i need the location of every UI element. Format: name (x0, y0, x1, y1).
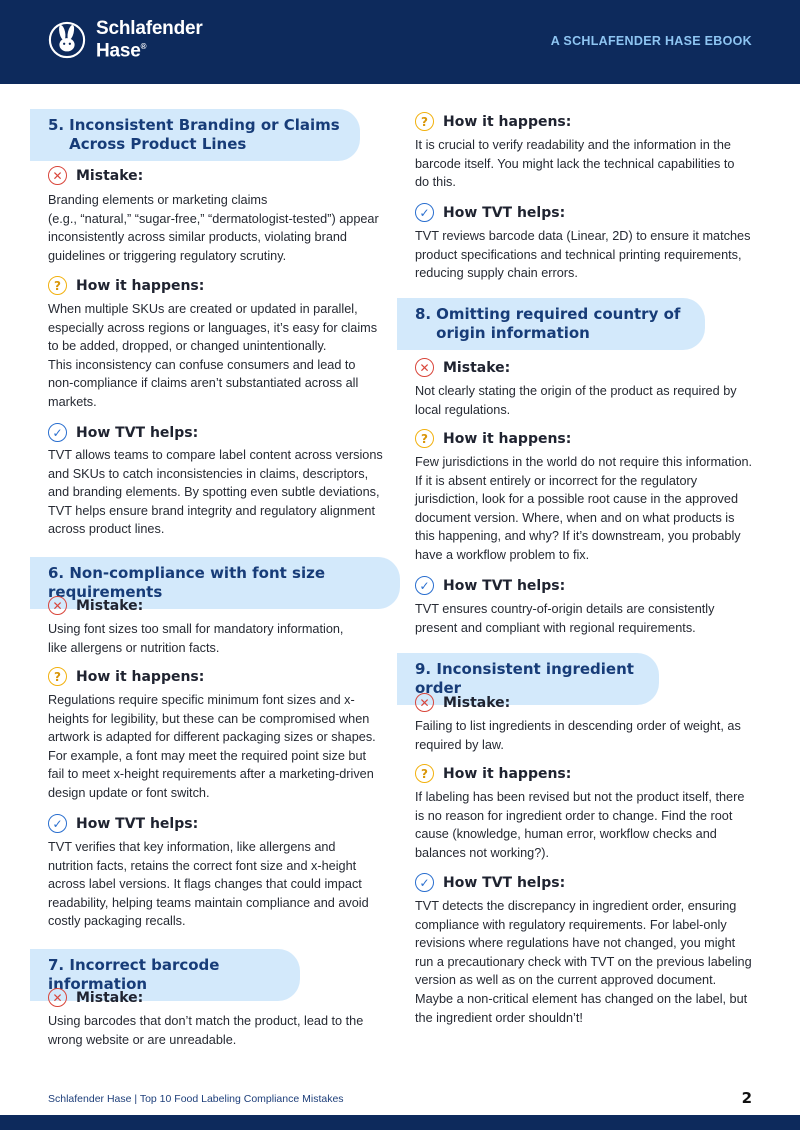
section-6-how-text: Regulations require specific minimum font sizes and x-heights for legibility, but these can be compromised when artwork is adapted for different packaging sizes or shapes. For example, a font may meet the required point size but fail to meet x-height requirements after a marketing-driven design update or font switch. (48, 693, 376, 800)
section-8-how-text: Few jurisdictions in the world do not require this information. If it is absent entirely or incorrect for the regulatory jurisdiction, look for a possible root cause in the approved document version. Where, when and on what products is this happening, and why? If it’s downstream, you probably have a workflow problem to fix. (415, 455, 753, 562)
x-circle-icon: ✕ (48, 596, 67, 615)
tvt-label: How TVT helps: (76, 815, 199, 832)
section-6-how-heading (48, 667, 204, 686)
section-6-tvt-heading (48, 814, 198, 833)
section-7-how-text: It is crucial to verify readability and the information in the barcode itself. You might lack the technical capabilities to do this. (415, 138, 735, 190)
how-label: How it happens: (443, 430, 572, 447)
section-8-tvt-text: TVT ensures country-of-origin details are consistently present and compliant with regional requirements. (415, 602, 715, 635)
question-circle-icon: ? (415, 429, 434, 448)
section-9-mistake-text: Failing to list ingredients in descending order of weight, as required by law. (415, 719, 741, 752)
how-label: How it happens: (76, 668, 205, 685)
section-8-title: Omitting required country of origin information (436, 305, 681, 342)
rabbit-logo-icon (48, 21, 86, 59)
section-7-number: 7. (48, 956, 65, 974)
section-9-how-text: If labeling has been revised but not the product itself, there is no reason for ingredient order to change. Find the root cause (knowledge, human error, workflow checks and balances not working?). (415, 790, 745, 860)
section-9-tvt-text: TVT detects the discrepancy in ingredient order, ensuring compliance with regulatory requirements. For label-only revisions where regulations have not changed, you might run a precautionary check with TVT on the previous labeling version as well as on the current approved document. Maybe a non-critical element has changed on the label, but the ingredient order shouldn’t! (415, 899, 752, 1025)
section-6-mistake-heading (48, 596, 143, 615)
section-9-title: Inconsistent ingredient order (415, 660, 634, 697)
section-6-tvt-text: TVT verifies that key information, like allergens and nutrition facts, retains the correct font size and x-height across label versions. It flags changes that could impact readability, helping teams maintain compliance and avoid costly packaging recalls. (48, 840, 369, 929)
mistake-label: Mistake: (76, 597, 144, 614)
section-8-tvt-heading (415, 576, 565, 595)
question-circle-icon: ? (415, 764, 434, 783)
section-9-mistake-heading (415, 693, 510, 712)
brand-line-1: Schlafender (96, 18, 203, 39)
section-8-number: 8. (415, 305, 432, 323)
how-label: How it happens: (443, 113, 572, 130)
section-5-mistake-text: Branding elements or marketing claims (e.g., “natural,” “sugar-free,” “dermatologist-tested”) appear inconsistently across similar products, violating brand guidelines or triggering regulatory scrutiny. (48, 193, 379, 263)
section-5-tvt-text: TVT allows teams to compare label content across versions and SKUs to catch inconsistencies in claims, descriptors, and branding elements. By spotting even subtle deviations, TVT helps ensure brand integrity and regulatory alignment across product lines. (48, 448, 383, 537)
footer-bar (0, 1115, 800, 1130)
question-circle-icon: ? (48, 667, 67, 686)
check-circle-icon: ✓ (415, 576, 434, 595)
section-5-how-heading (48, 276, 204, 295)
brand-logo[interactable] (48, 20, 203, 60)
section-6-number: 6. (48, 564, 65, 582)
mistake-label: Mistake: (443, 694, 511, 711)
section-8-mistake-text: Not clearly stating the origin of the product as required by local regulations. (415, 384, 737, 417)
section-9-how-heading (415, 764, 571, 783)
section-8-how-heading (415, 429, 571, 448)
section-8-heading (397, 298, 705, 350)
brand-line-2: Hase (96, 40, 141, 62)
section-6-title: Non-compliance with font size requirements (48, 564, 326, 601)
footer-text: Schlafender Hase | Top 10 Food Labeling Compliance Mistakes (48, 1093, 344, 1105)
section-9-tvt-heading (415, 873, 565, 892)
tvt-label: How TVT helps: (76, 424, 199, 441)
section-5-how-text: When multiple SKUs are created or updated in parallel, especially across regions or languages, it’s easy for claims to be added, dropped, or changed unintentionally. This inconsistency can confuse consumers and lead to non-compliance if claims aren’t substantiated across all markets. (48, 302, 378, 409)
mistake-label: Mistake: (76, 989, 144, 1006)
section-7-tvt-text: TVT reviews barcode data (Linear, 2D) to ensure it matches product specifications and technical printing requirements, reducing supply chain errors. (415, 229, 751, 281)
question-circle-icon: ? (415, 112, 434, 131)
section-7-mistake-text: Using barcodes that don’t match the product, lead to the wrong website or are unreadable. (48, 1014, 364, 1047)
section-7-how-heading (415, 112, 571, 131)
check-circle-icon: ✓ (48, 814, 67, 833)
x-circle-icon: ✕ (415, 358, 434, 377)
section-7-tvt-heading (415, 203, 565, 222)
section-5-mistake-heading (48, 166, 143, 185)
check-circle-icon: ✓ (415, 203, 434, 222)
question-circle-icon: ? (48, 276, 67, 295)
section-5-number: 5. (48, 116, 65, 134)
ebook-tag: A SCHLAFENDER HASE EBOOK (550, 34, 752, 48)
mistake-label: Mistake: (76, 167, 144, 184)
registered-mark: ® (140, 42, 147, 51)
tvt-label: How TVT helps: (443, 577, 566, 594)
page-number: 2 (741, 1089, 752, 1107)
check-circle-icon: ✓ (48, 423, 67, 442)
how-label: How it happens: (76, 277, 205, 294)
check-circle-icon: ✓ (415, 873, 434, 892)
section-8-mistake-heading (415, 358, 510, 377)
section-5-heading (30, 109, 360, 161)
section-6-mistake-text: Using font sizes too small for mandatory information, like allergens or nutrition facts. (48, 622, 344, 655)
how-label: How it happens: (443, 765, 572, 782)
x-circle-icon: ✕ (48, 166, 67, 185)
header-bar (0, 0, 800, 84)
section-5-title: Inconsistent Branding or Claims Across Product Lines (69, 116, 340, 153)
x-circle-icon: ✕ (48, 988, 67, 1007)
section-7-mistake-heading (48, 988, 143, 1007)
section-9-number: 9. (415, 660, 432, 678)
x-circle-icon: ✕ (415, 693, 434, 712)
tvt-label: How TVT helps: (443, 874, 566, 891)
section-7-title: Incorrect barcode information (48, 956, 220, 993)
section-5-tvt-heading (48, 423, 198, 442)
brand-name (96, 20, 203, 60)
mistake-label: Mistake: (443, 359, 511, 376)
tvt-label: How TVT helps: (443, 204, 566, 221)
